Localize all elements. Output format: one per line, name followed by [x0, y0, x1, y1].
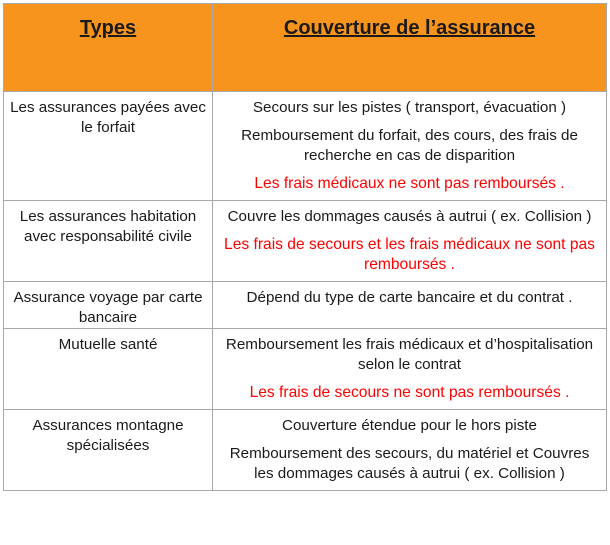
coverage-line: Dépend du type de carte bancaire et du contrat .	[246, 289, 573, 306]
coverage-cell	[213, 329, 607, 410]
coverage-exclusion-line: Les frais de secours ne sont pas remboursés .	[249, 384, 570, 401]
header-types	[4, 4, 213, 92]
coverage-exclusion-line: Les frais de secours et les frais médicaux ne sont pas remboursés .	[224, 236, 595, 273]
table-row	[4, 329, 607, 410]
type-cell: Mutuelle santé	[4, 329, 213, 410]
coverage-line: Remboursement les frais médicaux et d’hospitalisation selon le contrat	[225, 336, 594, 373]
type-cell: Assurances montagne spécialisées	[4, 410, 213, 491]
coverage-cell	[213, 410, 607, 491]
coverage-line: Remboursement des secours, du matériel et Couvres les dommages causés à autrui ( ex. Collision )	[229, 445, 590, 482]
coverage-line: Remboursement du forfait, des cours, des frais de recherche en cas de disparition	[241, 127, 578, 164]
coverage-cell	[213, 92, 607, 201]
header-row	[4, 4, 607, 92]
insurance-table	[3, 3, 607, 491]
coverage-line: Secours sur les pistes ( transport, évacuation )	[252, 99, 567, 116]
table-row	[4, 282, 607, 329]
coverage-cell	[213, 201, 607, 282]
coverage-exclusion-line: Les frais médicaux ne sont pas remboursés .	[254, 175, 565, 192]
coverage-line: Couvre les dommages causés à autrui ( ex. Collision )	[227, 208, 592, 225]
table-row	[4, 92, 607, 201]
type-cell: Assurance voyage par carte bancaire	[4, 282, 213, 329]
header-types-label: Types	[79, 17, 137, 39]
coverage-cell	[213, 282, 607, 329]
table-row	[4, 410, 607, 491]
table-row	[4, 201, 607, 282]
header-coverage	[213, 4, 607, 92]
header-coverage-label: Couverture de l’assurance	[283, 17, 536, 39]
type-cell: Les assurances habitation avec responsabilité civile	[4, 201, 213, 282]
coverage-line: Couverture étendue pour le hors piste	[282, 417, 537, 434]
type-cell: Les assurances payées avec le forfait	[4, 92, 213, 201]
